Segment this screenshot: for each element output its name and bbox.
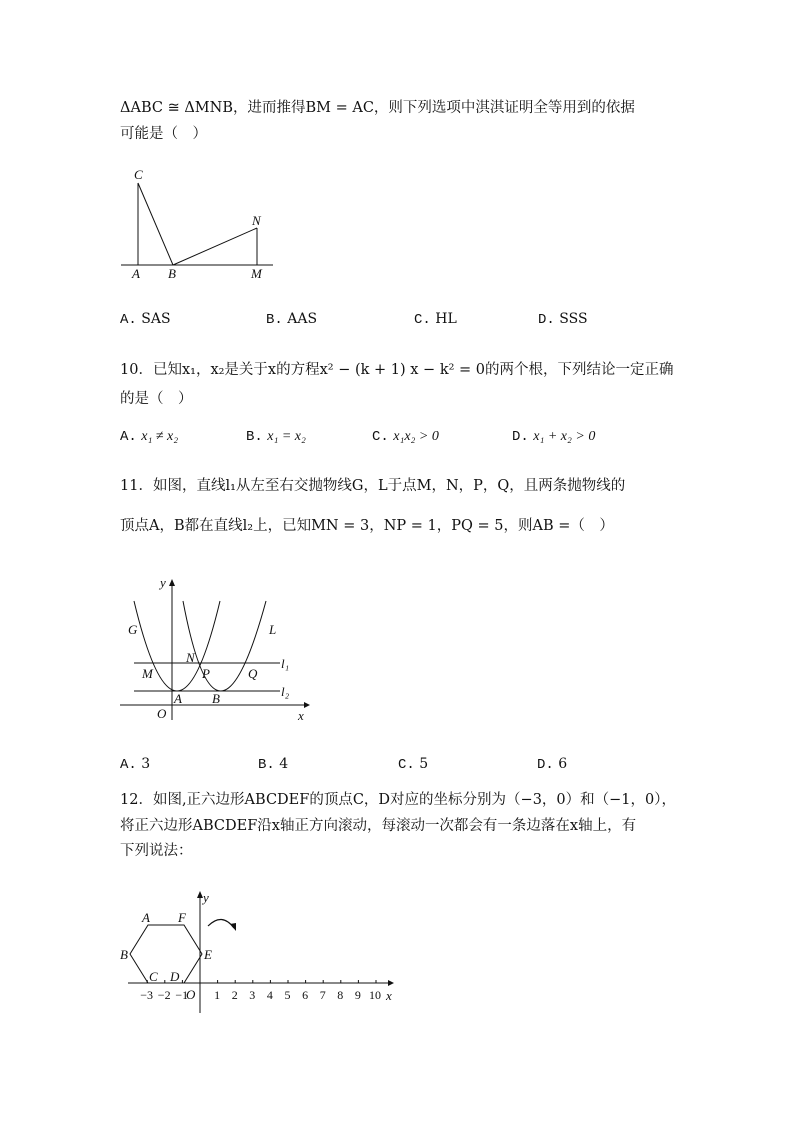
q9-option-a-label: A. [120,312,137,328]
q10-option-d[interactable] [512,428,595,445]
q11-option-d[interactable] [537,756,567,773]
q11-label-l2: l₂ [281,684,290,699]
q10-option-b-label: B. [246,429,263,445]
q9-option-b[interactable] [266,311,317,328]
q9-figure [115,165,295,285]
q9-label-M: M [251,266,262,281]
q11-label-L: L [269,622,277,637]
q11-label-x: x [298,708,304,723]
q9-label-B: B [168,266,176,281]
q10-stem-line1: 10．已知x₁，x₂是关于x的方程x² − (k + 1) x − k² = 0的两个根，下列结论一定正确 [120,362,674,378]
q12-tick-label: 4 [266,988,273,1002]
q12-tick-label: −2 [157,988,171,1002]
q11-option-b[interactable] [258,756,288,773]
q12-hexagon [130,925,202,983]
q9-option-d[interactable] [538,311,588,328]
q11-option-d-label: D. [537,757,554,773]
q10-option-c-text: x₁x₂ > 0 [393,429,439,444]
q12-stem-line1: 12．如图,正六边形ABCDEF的顶点C，D对应的坐标分别为（−3，0）和（−1，0）， [120,792,676,808]
q12-label-B: B [120,947,128,962]
q11-label-A: A [174,691,182,706]
q11-stem-line2: 顶点A，B都在直线l₂上，已知MN = 3，NP = 1，PQ = 5，则AB =（ ） [120,518,614,534]
q10-option-b-text: x₁ = x₂ [267,429,306,444]
q9-label-N: N [252,213,261,228]
q9-stem-line1: ΔABC ≅ ΔMNB，进而推得BM = AC，则下列选项中淇淇证明全等用到的依据 [120,100,635,116]
q11-label-y: y [160,575,166,590]
q12-label-E: E [204,947,212,962]
q12-stem-line2: 将正六边形ABCDEF沿x轴正方向滚动，每滚动一次都会有一条边落在x轴上，有 [120,818,637,834]
q12-tick-label: −1 [175,988,189,1002]
q11-option-a-text: 3 [141,756,151,772]
q9-option-d-label: D. [538,312,555,328]
q11-label-Q: Q [248,666,258,681]
q11-figure [112,570,312,730]
q10-option-d-label: D. [512,429,529,445]
q9-segment-BN [173,228,257,265]
q9-label-C: C [134,167,143,182]
q11-label-l1: l₁ [281,656,290,671]
q10-option-c[interactable] [372,428,439,445]
q12-tick-label: 2 [231,988,238,1002]
q9-option-b-text: AAS [287,311,318,327]
q12-tick-label: 5 [284,988,291,1002]
q11-stem-line1: 11．如图，直线l₁从左至右交抛物线G，L于点M，N，P，Q，且两条抛物线的 [120,478,626,494]
q11-option-c-label: C. [398,757,415,773]
q9-stem-line2: 可能是（ ） [120,126,207,142]
q12-label-y: y [203,890,209,905]
q11-label-O: O [157,706,167,721]
q10-stem-line2: 的是（ ） [120,391,193,407]
q11-option-b-label: B. [258,757,275,773]
q9-option-a[interactable] [120,311,171,328]
q12-x-arrow [388,980,394,986]
q12-tick-label: 8 [337,988,344,1002]
q10-option-b[interactable] [246,428,306,445]
q11-option-c-text: 5 [419,756,429,772]
q11-option-c[interactable] [398,756,428,773]
q11-y-arrow [169,579,175,586]
q10-option-a-text: x₁ ≠ x₂ [141,429,179,444]
q12-label-C: C [149,969,158,984]
q10-option-c-label: C. [372,429,389,445]
q11-option-b-text: 4 [279,756,289,772]
q11-x-arrow [304,702,310,708]
q12-tick-label: −3 [140,988,153,1002]
q12-label-A: A [142,910,150,925]
q9-option-d-text: SSS [559,311,588,327]
q9-segment-CB [138,183,173,265]
q12-tick-label: 7 [319,988,326,1002]
q9-option-c-label: C. [414,312,431,328]
q11-label-B: B [212,691,220,706]
q9-option-a-text: SAS [141,311,171,327]
q12-label-x: x [386,988,392,1003]
q11-option-a-label: A. [120,757,137,773]
q12-tick-label: 1 [214,988,221,1002]
q12-rolling-arrow [208,919,234,928]
q11-label-M: M [142,666,153,681]
q10-option-d-text: x₁ + x₂ > 0 [533,429,596,444]
q11-label-P: P [202,666,210,681]
q12-tick-label: 3 [249,988,256,1002]
q9-option-b-label: B. [266,312,283,328]
q10-option-a-label: A. [120,429,137,445]
q12-tick-label: 9 [354,988,361,1002]
q10-option-a[interactable] [120,428,178,445]
q9-label-A: A [132,266,140,281]
q12-label-F: F [178,910,186,925]
q11-label-G: G [128,622,138,637]
q12-label-O: O [186,987,196,1002]
q12-figure [118,888,408,1023]
q11-option-d-text: 6 [558,756,568,772]
q9-option-c-text: HL [435,311,457,327]
q12-label-D: D [170,969,180,984]
q11-label-N: N [186,650,195,665]
q12-rolling-arrowhead [230,923,236,931]
q9-option-c[interactable] [414,311,457,328]
q12-tick-label: 6 [302,988,309,1002]
q12-stem-line3: 下列说法： [120,843,193,859]
q12-tick-label: 10 [369,988,381,1002]
q11-option-a[interactable] [120,756,150,773]
